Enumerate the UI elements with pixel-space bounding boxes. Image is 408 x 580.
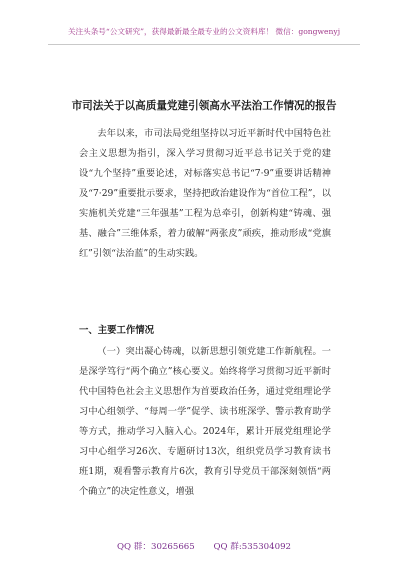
section-heading: 一、主要工作情况 <box>79 325 155 336</box>
document-title: 市司法关于以高质量党建引领高水平法治工作情况的报告 <box>71 100 337 112</box>
intro-paragraph: 去年以来，市司法局党组坚持以习近平新时代中国特色社会主义思想为指引，深入学习贯彻习近平总书记关于党的建设“九个坚持”重要论述，对标落实总书记“7·9”重要讲话精神及“7·29”重要批示要求，坚持把政治建设作为“首位工程”，以实施机关党建“三年强基”工程为总牵引，创新构建“铸魂、强基、融合”三维体系，着力破解“两张皮”顽疾，推动形成“党旗红”引领“法治蓝”的生动实践。 <box>79 128 331 259</box>
footer-banner <box>0 538 408 560</box>
footer-qq-group-2: QQ 群:535304092 <box>213 542 292 552</box>
header-banner: 关注头条号“公文研究”，获得最新最全最专业的公文资料库！ 微信：gongwenyj <box>67 27 341 36</box>
header-divider <box>48 44 360 45</box>
footer-qq-group-1: QQ 群：30265665 <box>116 542 195 552</box>
section-paragraph: （一）突出凝心铸魂，以新思想引领党建工作新航程。一是深学笃行“两个确立”核心要义。始终将学习贯彻习近平新时代中国特色社会主义思想作为首要政治任务，通过党组理论学习中心组领学、“每周一学”促学、读书班深学、警示教育助学等方式，推动学习入脑入心。2024年，累计开展党组理论学习中心组学习26次、专题研讨13次，组织党员学习教育读书班1期，观看警示教育片6次，教育引导党员干部深刻领悟“两个确立”的决定性意义，增强 <box>79 346 331 497</box>
